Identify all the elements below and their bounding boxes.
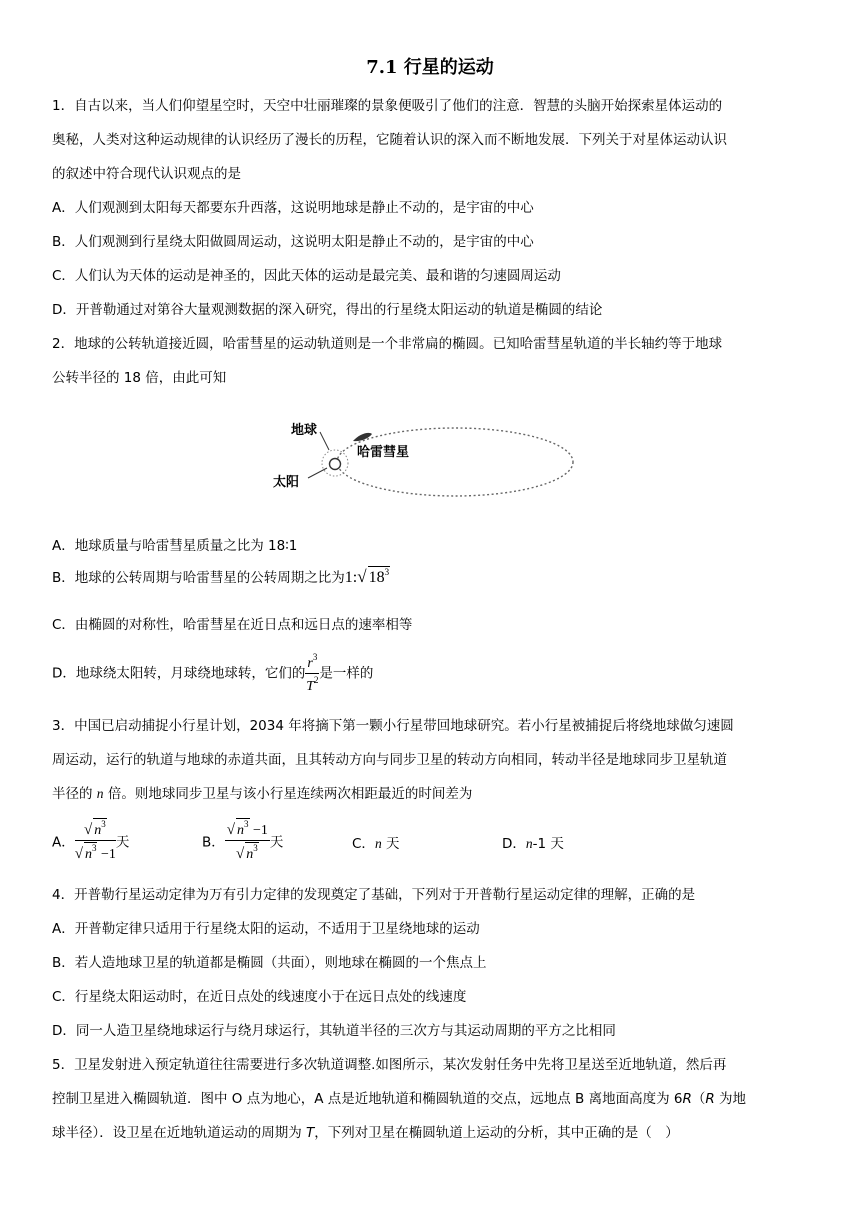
q2-option-d: D．地球绕太阳转，月球绕地球转，它们的 $\frac{r^3}{T^2}$ 是一样的: [52, 652, 374, 694]
earth-label: 地球: [291, 423, 318, 438]
orbit-diagram: [265, 410, 585, 510]
sun-icon: [330, 459, 341, 470]
q1-option-a: A．人们观测到太阳每天都要东升西落，这说明地球是静止不动的，是宇宙的中心: [52, 200, 534, 216]
q3-stem-line-2: 周运动，运行的轨道与地球的赤道共面，且其转动方向与同步卫星的转动方向相同，转动半径是地球同步卫星轨道: [52, 752, 727, 768]
q3-option-a: A． $\frac{√ n^3}{√ n^3 -1}$ 天: [52, 819, 130, 862]
period-ratio-formula: 1:√ $18^3$: [344, 567, 390, 586]
q1-option-b: B．人们观测到行星绕太阳做圆周运动，这说明太阳是静止不动的，是宇宙的中心: [52, 234, 534, 250]
q2-stem-line-1: 2．地球的公转轨道接近圆，哈雷彗星的运动轨道则是一个非常扁的椭圆。已知哈雷彗星轨道的半长轴约等于地球: [52, 336, 723, 352]
q2-stem-line-2: 公转半径的 18 倍，由此可知: [52, 370, 227, 386]
q5-stem-line-3: 球半径）．设卫星在近地轨道运动的周期为 T，下列对卫星在椭圆轨道上运动的分析，其中正确的是（ ）: [52, 1125, 679, 1141]
q5-stem-line-2: 控制卫星进入椭圆轨道．图中 O 点为地心，A 点是近地轨道和椭圆轨道的交点，远地点 B 离地面高度为 6R（R 为地: [52, 1091, 747, 1107]
r3-over-t2-fraction: $\frac{r^3}{T^2}$: [306, 652, 319, 694]
q4-option-d: D．同一人造卫星绕地球运行与绕月球运行，其轨道半径的三次方与其运动周期的平方之比相同: [52, 1023, 616, 1039]
page-title: 7.1 行星的运动: [366, 57, 494, 78]
q1-stem-line-3: 的叙述中符合现代认识观点的是: [52, 166, 241, 182]
q1-option-d: D．开普勒通过对第谷大量观测数据的深入研究，得出的行星绕太阳运动的轨道是椭圆的结论: [52, 302, 603, 318]
q2-option-a: A．地球质量与哈雷彗星质量之比为 18∶1: [52, 538, 298, 554]
q3-stem-line-1: 3．中国已启动捕捉小行星计划，2034 年将摘下第一颗小行星带回地球研究。若小行星被捕捉后将绕地球做匀速圆: [52, 718, 734, 734]
comet-orbit-ellipse: [337, 428, 573, 496]
q2-option-b: B．地球的公转周期与哈雷彗星的公转周期之比为1:√ $18^3$: [52, 567, 390, 586]
q3-option-b-formula: $\frac{√ n^3 -1}{√ n^3}$: [226, 819, 268, 862]
q1-option-c: C．人们认为天体的运动是神圣的，因此天体的运动是最完美、最和谐的匀速圆周运动: [52, 268, 561, 284]
q1-stem-line-1: 1．自古以来，当人们仰望星空时，天空中壮丽璀璨的景象便吸引了他们的注意．智慧的头脑开始探索星体运动的: [52, 98, 723, 114]
q4-stem: 4．开普勒行星运动定律为万有引力定律的发现奠定了基础，下列对于开普勒行星运动定律的理解，正确的是: [52, 887, 696, 903]
q3-stem-line-3: 半径的 n 倍。则地球同步卫星与该小行星连续两次相距最近的时间差为: [52, 786, 473, 802]
q2-option-c: C．由椭圆的对称性，哈雷彗星在近日点和远日点的速率相等: [52, 617, 413, 633]
q4-option-c: C．行星绕太阳运动时，在近日点处的线速度小于在远日点处的线速度: [52, 989, 467, 1005]
sun-label: 太阳: [273, 475, 300, 490]
q1-stem-line-2: 奥秘，人类对这种运动规律的认识经历了漫长的历程，它随着认识的深入而不断地发展．下列关于对星体运动认识: [52, 132, 727, 148]
comet-label: 哈雷彗星: [357, 445, 410, 460]
q5-stem-line-1: 5．卫星发射进入预定轨道往往需要进行多次轨道调整.如图所示，某次发射任务中先将卫星送至近地轨道，然后再: [52, 1057, 727, 1073]
q3-option-c: C．n 天: [352, 836, 400, 852]
comet-icon: [353, 433, 372, 441]
q3-option-a-formula: $\frac{√ n^3}{√ n^3 -1}$: [74, 819, 116, 862]
q3-option-d: D．n-1 天: [502, 836, 564, 852]
q3-option-b: B． $\frac{√ n^3 -1}{√ n^3}$ 天: [202, 819, 284, 862]
q4-option-b: B．若人造地球卫星的轨道都是椭圆（共面），则地球在椭圆的一个焦点上: [52, 955, 487, 971]
q4-option-a: A．开普勒定律只适用于行星绕太阳的运动，不适用于卫星绕地球的运动: [52, 921, 480, 937]
